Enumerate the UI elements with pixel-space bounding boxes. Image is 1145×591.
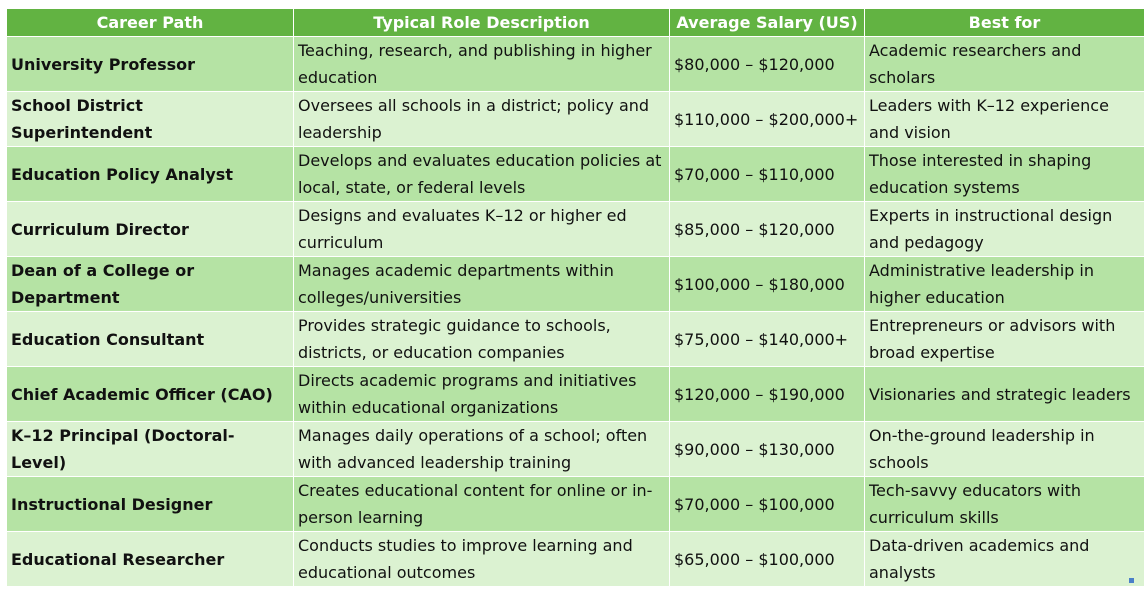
cell-best-for[interactable]: Leaders with K–12 experience and vision bbox=[865, 92, 1145, 147]
fill-handle-icon[interactable] bbox=[1129, 578, 1134, 583]
cell-best-for[interactable]: Experts in instructional design and pedagogy bbox=[865, 202, 1145, 257]
cell-description[interactable]: Provides strategic guidance to schools, districts, or education companies bbox=[294, 312, 670, 367]
cell-salary[interactable]: $70,000 – $100,000 bbox=[670, 477, 865, 532]
header-career-path[interactable]: Career Path bbox=[7, 9, 294, 37]
cell-best-for[interactable]: Visionaries and strategic leaders bbox=[865, 367, 1145, 422]
cell-salary[interactable]: $80,000 – $120,000 bbox=[670, 37, 865, 92]
cell-salary[interactable]: $100,000 – $180,000 bbox=[670, 257, 865, 312]
cell-career-path[interactable]: Curriculum Director bbox=[7, 202, 294, 257]
cell-description[interactable]: Develops and evaluates education policies at local, state, or federal levels bbox=[294, 147, 670, 202]
cell-description[interactable]: Designs and evaluates K–12 or higher ed curriculum bbox=[294, 202, 670, 257]
cell-career-path[interactable]: Dean of a College or Department bbox=[7, 257, 294, 312]
cell-description[interactable]: Manages academic departments within colleges/universities bbox=[294, 257, 670, 312]
cell-salary[interactable]: $120,000 – $190,000 bbox=[670, 367, 865, 422]
cell-career-path[interactable]: Education Policy Analyst bbox=[7, 147, 294, 202]
cell-career-path[interactable]: Chief Academic Officer (CAO) bbox=[7, 367, 294, 422]
table-row bbox=[7, 147, 1145, 202]
table-row bbox=[7, 312, 1145, 367]
table-row bbox=[7, 477, 1145, 532]
table-row bbox=[7, 532, 1145, 587]
table-row bbox=[7, 422, 1145, 477]
table-row bbox=[7, 202, 1145, 257]
cell-best-for[interactable]: Tech-savvy educators with curriculum skills bbox=[865, 477, 1145, 532]
cell-description[interactable]: Oversees all schools in a district; policy and leadership bbox=[294, 92, 670, 147]
cell-best-for[interactable]: Data-driven academics and analysts bbox=[865, 532, 1145, 587]
cell-best-for[interactable]: Administrative leadership in higher education bbox=[865, 257, 1145, 312]
cell-description[interactable]: Conducts studies to improve learning and educational outcomes bbox=[294, 532, 670, 587]
cell-career-path[interactable]: Educational Researcher bbox=[7, 532, 294, 587]
cell-career-path[interactable]: Instructional Designer bbox=[7, 477, 294, 532]
table-row bbox=[7, 37, 1145, 92]
cell-salary[interactable]: $65,000 – $100,000 bbox=[670, 532, 865, 587]
cell-best-for[interactable]: Academic researchers and scholars bbox=[865, 37, 1145, 92]
header-row bbox=[7, 9, 1145, 37]
cell-description[interactable]: Teaching, research, and publishing in higher education bbox=[294, 37, 670, 92]
cell-career-path[interactable]: Education Consultant bbox=[7, 312, 294, 367]
cell-career-path[interactable]: School District Superintendent bbox=[7, 92, 294, 147]
header-best-for[interactable]: Best for bbox=[865, 9, 1145, 37]
cell-best-for[interactable]: On-the-ground leadership in schools bbox=[865, 422, 1145, 477]
cell-career-path[interactable]: University Professor bbox=[7, 37, 294, 92]
cell-best-for[interactable]: Entrepreneurs or advisors with broad expertise bbox=[865, 312, 1145, 367]
cell-salary[interactable]: $70,000 – $110,000 bbox=[670, 147, 865, 202]
header-salary[interactable]: Average Salary (US) bbox=[670, 9, 865, 37]
header-description[interactable]: Typical Role Description bbox=[294, 9, 670, 37]
cell-salary[interactable]: $85,000 – $120,000 bbox=[670, 202, 865, 257]
cell-salary[interactable]: $75,000 – $140,000+ bbox=[670, 312, 865, 367]
cell-salary[interactable]: $110,000 – $200,000+ bbox=[670, 92, 865, 147]
cell-description[interactable]: Manages daily operations of a school; often with advanced leadership training bbox=[294, 422, 670, 477]
career-paths-table bbox=[6, 8, 1145, 587]
table-row bbox=[7, 257, 1145, 312]
cell-career-path[interactable]: K–12 Principal (Doctoral-Level) bbox=[7, 422, 294, 477]
cell-description[interactable]: Creates educational content for online or in-person learning bbox=[294, 477, 670, 532]
cell-description[interactable]: Directs academic programs and initiatives within educational organizations bbox=[294, 367, 670, 422]
table-row bbox=[7, 367, 1145, 422]
cell-salary[interactable]: $90,000 – $130,000 bbox=[670, 422, 865, 477]
cell-best-for[interactable]: Those interested in shaping education systems bbox=[865, 147, 1145, 202]
table-row bbox=[7, 92, 1145, 147]
